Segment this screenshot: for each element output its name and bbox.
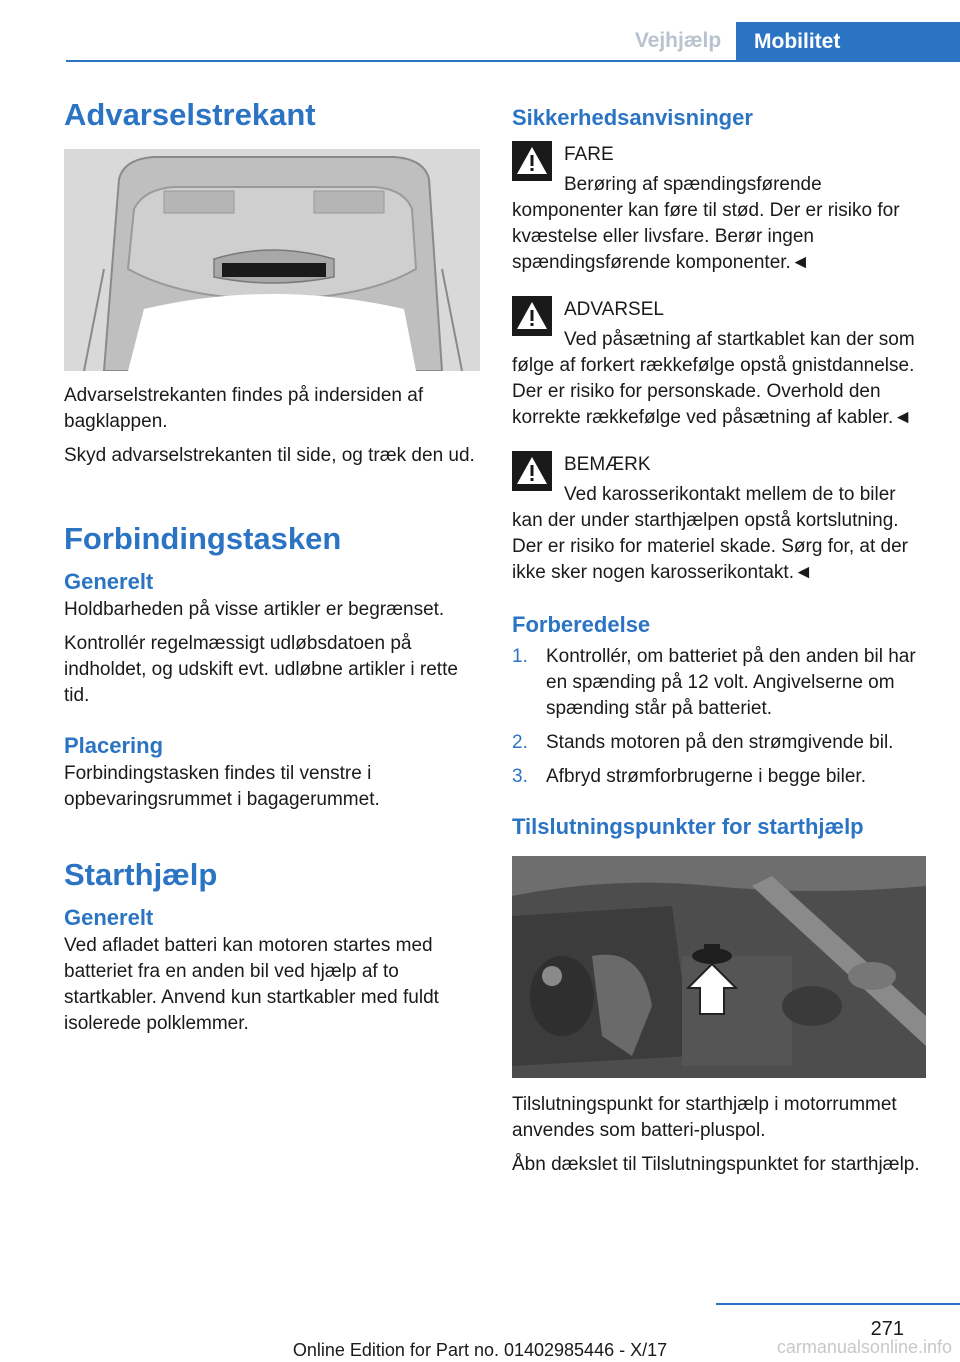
engine-bay-image	[512, 856, 926, 1078]
warning-text: Ved karosserikontakt mellem de to biler kan der under starthjælpen opstå kortslutning. Der er risiko for materiel skade. Sørg for, at der ikke sker nogen karosserikontakt.◄	[512, 484, 908, 583]
warning-advarsel	[512, 296, 926, 431]
list-item	[512, 644, 926, 722]
paragraph-advarsel-1: Advarselstrekanten findes på indersiden af bagklappen.	[64, 385, 424, 432]
heading-starthjaelp: Starthjælp	[64, 857, 218, 892]
paragraph-generelt-2: Kontrollér regelmæssigt udløbsdatoen på indholdet, og udskift evt. udløbne artikler i rette tid.	[64, 633, 458, 706]
heading-generelt-2: Generelt	[64, 905, 154, 930]
paragraph-placering: Forbindingstasken findes til venstre i opbevaringsrummet i bagagerummet.	[64, 763, 380, 810]
tab-vejhjaelp[interactable]: Vejhjælp	[634, 29, 722, 52]
paragraph-tilslutning-1: Tilslutningspunkt for starthjælp i motorrummet anvendes som batteri-pluspol.	[512, 1094, 897, 1141]
footer-rule	[716, 1303, 960, 1305]
list-text: Kontrollér, om batteriet på den anden bil har en spænding på 12 volt. Angivelserne om spænding står på batteriet.	[546, 646, 916, 719]
paragraph-tilslutning-2: Åbn dækslet til Tilslutningspunktet for starthjælp.	[512, 1154, 920, 1175]
list-number: 2.	[512, 732, 528, 753]
left-column	[64, 95, 480, 1037]
heading-tilslutningspunkter: Tilslutningspunkter for starthjælp	[512, 814, 864, 839]
warning-triangle-icon	[512, 141, 552, 181]
list-text: Stands motoren på den strømgivende bil.	[546, 732, 894, 753]
heading-placering: Placering	[64, 733, 164, 758]
tab-mobilitet[interactable]: Mobilitet	[736, 22, 960, 62]
warning-triangle-icon	[512, 451, 552, 491]
warning-text: Berøring af spændingsførende komponenter kan føre til stød. Der er risiko for kvæstelse eller livsfare. Berør ingen spændingsførende komponenter.◄	[512, 174, 900, 273]
paragraph-generelt-1: Holdbarheden på visse artikler er begrænset.	[64, 599, 445, 620]
page-number: 271	[870, 1318, 904, 1340]
heading-advarselstrekant: Advarselstrekant	[64, 97, 316, 132]
right-column	[512, 103, 926, 1178]
list-item	[512, 764, 926, 790]
tailgate-illustration	[64, 149, 480, 371]
page-header	[0, 22, 960, 62]
engine-bay-illustration	[512, 856, 926, 1078]
warning-bemaerk	[512, 451, 926, 586]
list-text: Afbryd strømforbrugerne i begge biler.	[546, 766, 866, 787]
warning-triangle-icon	[512, 296, 552, 336]
list-item	[512, 730, 926, 756]
paragraph-starthjaelp: Ved afladet batteri kan motoren startes med batteriet fra en anden bil ved hjælp af to startkabler. Anvend kun startkabler med fuldt isolerede polklemmer.	[64, 935, 439, 1034]
heading-forberedelse: Forberedelse	[512, 612, 651, 637]
heading-generelt-1: Generelt	[64, 569, 154, 594]
header-rule	[66, 60, 960, 62]
warning-fare	[512, 141, 926, 276]
list-number: 1.	[512, 646, 528, 667]
heading-forbindingstasken: Forbindingstasken	[64, 521, 342, 556]
paragraph-advarsel-2: Skyd advarselstrekanten til side, og træk den ud.	[64, 445, 475, 466]
warning-title: ADVARSEL	[564, 299, 664, 320]
watermark: carmanualsonline.info	[776, 1337, 952, 1357]
edition-text: Online Edition for Part no. 01402985446 - X/17	[292, 1340, 668, 1360]
warning-title: BEMÆRK	[564, 454, 651, 475]
tailgate-image	[64, 149, 480, 371]
list-number: 3.	[512, 766, 528, 787]
heading-sikkerhedsanvisninger: Sikkerhedsanvisninger	[512, 105, 753, 130]
warning-title: FARE	[564, 144, 614, 165]
warning-text: Ved påsætning af startkablet kan der som følge af forkert rækkefølge opstå gnistdannelse. Der er risiko for personskade. Overhold den korrekte rækkefølge ved påsætning af kabler.◄	[512, 329, 915, 428]
